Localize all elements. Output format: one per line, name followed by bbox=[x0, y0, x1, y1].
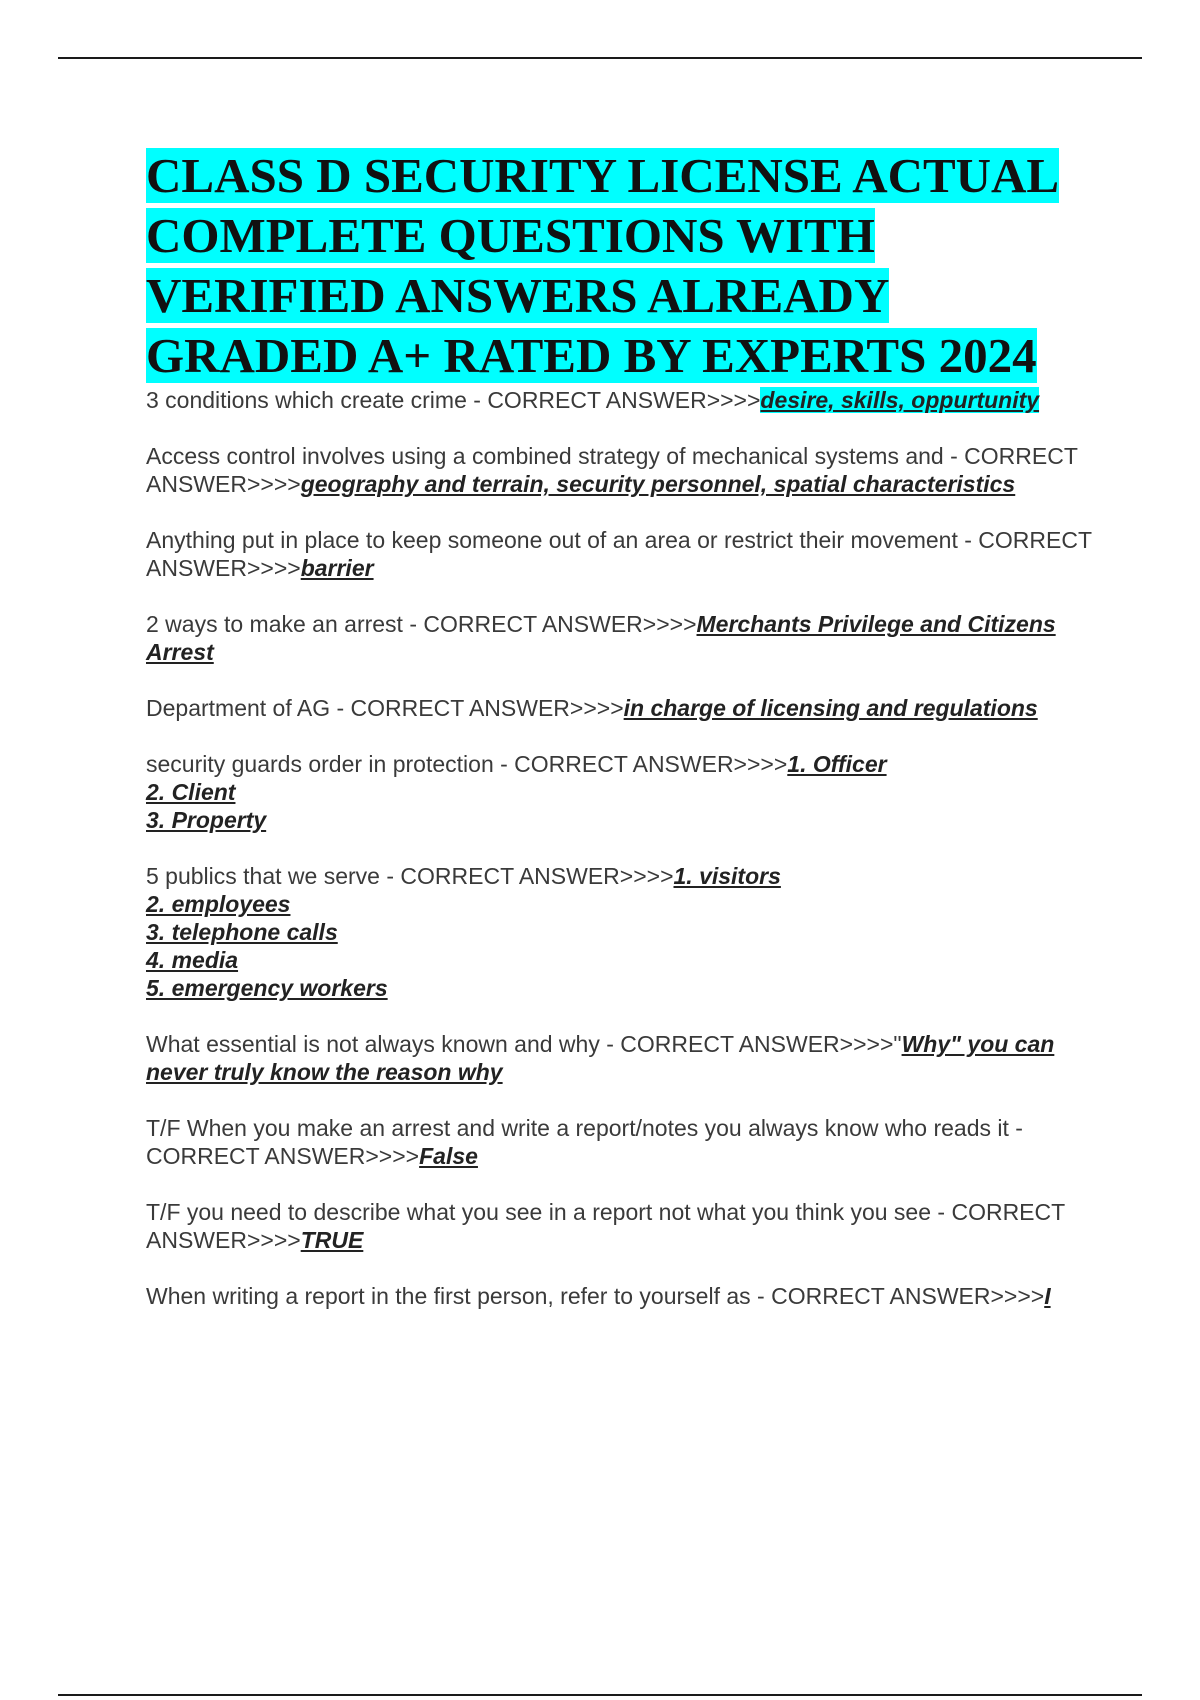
answer-text: desire, skills, oppurtunity bbox=[760, 387, 1040, 413]
question-text: Department of AG bbox=[146, 695, 331, 721]
answer-text: 3. telephone calls bbox=[146, 919, 338, 945]
answer-text: 5. emergency workers bbox=[146, 975, 388, 1001]
answer-text: I bbox=[1044, 1283, 1051, 1309]
answer-prefix: " bbox=[893, 1031, 902, 1057]
answer-marker: - CORRECT ANSWER>>>> bbox=[146, 443, 1078, 497]
qa-item bbox=[146, 750, 1096, 834]
answer-text: in charge of licensing and regulations bbox=[623, 695, 1038, 721]
qa-item bbox=[146, 386, 1096, 414]
title-highlight: CLASS D SECURITY LICENSE ACTUAL COMPLETE QUESTIONS WITH VERIFIED ANSWERS ALREADY GRADED A+ RATED BY EXPERTS 2024 bbox=[146, 148, 1060, 383]
question-text: When writing a report in the first person, refer to yourself as bbox=[146, 1283, 751, 1309]
answer-text: 4. media bbox=[146, 947, 239, 973]
answer-marker: - CORRECT ANSWER>>>> bbox=[330, 695, 624, 721]
answer-marker: - CORRECT ANSWER>>>> bbox=[146, 527, 1092, 581]
qa-item bbox=[146, 1114, 1096, 1170]
answer-text: Merchants Privilege and Citizens Arrest bbox=[146, 611, 1056, 665]
answer-marker: - CORRECT ANSWER>>>> bbox=[402, 611, 697, 637]
answer-text: TRUE bbox=[300, 1227, 364, 1253]
document-body bbox=[146, 146, 1096, 1310]
document-title bbox=[146, 146, 1096, 386]
qa-item bbox=[146, 610, 1096, 666]
qa-item bbox=[146, 1030, 1096, 1086]
answer-text: 1. visitors bbox=[673, 863, 781, 889]
answer-text: False bbox=[419, 1143, 478, 1169]
answer-text: barrier bbox=[300, 555, 374, 581]
qa-item bbox=[146, 526, 1096, 582]
top-rule bbox=[58, 57, 1142, 59]
question-text: 5 publics that we serve bbox=[146, 863, 380, 889]
answer-marker: - CORRECT ANSWER>>>> bbox=[493, 751, 788, 777]
question-text: T/F When you make an arrest and write a report/notes you always know who reads it bbox=[146, 1115, 1009, 1141]
bottom-rule bbox=[58, 1694, 1142, 1696]
answer-text: Why" you can never truly know the reason why bbox=[146, 1031, 1055, 1085]
answer-marker: - CORRECT ANSWER>>>> bbox=[750, 1283, 1045, 1309]
answer-marker: - CORRECT ANSWER>>>> bbox=[599, 1031, 894, 1057]
answer-marker: - CORRECT ANSWER>>>> bbox=[466, 387, 761, 413]
question-text: Access control involves using a combined strategy of mechanical systems and bbox=[146, 443, 944, 469]
answer-text: 3. Property bbox=[146, 807, 267, 833]
qa-item bbox=[146, 1282, 1096, 1310]
answer-marker: - CORRECT ANSWER>>>> bbox=[146, 1115, 1023, 1169]
question-text: 2 ways to make an arrest bbox=[146, 611, 403, 637]
answer-text: 1. Officer bbox=[787, 751, 887, 777]
answer-text: 2. Client bbox=[146, 779, 236, 805]
qa-item bbox=[146, 442, 1096, 498]
answer-marker: - CORRECT ANSWER>>>> bbox=[146, 1199, 1065, 1253]
question-text: T/F you need to describe what you see in a report not what you think you see bbox=[146, 1199, 932, 1225]
question-text: 3 conditions which create crime bbox=[146, 387, 467, 413]
answer-text: 2. employees bbox=[146, 891, 291, 917]
qa-item bbox=[146, 862, 1096, 1002]
question-text: What essential is not always known and why bbox=[146, 1031, 600, 1057]
answer-marker: - CORRECT ANSWER>>>> bbox=[379, 863, 674, 889]
qa-list bbox=[146, 386, 1096, 1310]
answer-text: geography and terrain, security personnel, spatial characteristics bbox=[300, 471, 1016, 497]
qa-item bbox=[146, 694, 1096, 722]
question-text: Anything put in place to keep someone out of an area or restrict their movement bbox=[146, 527, 958, 553]
qa-item bbox=[146, 1198, 1096, 1254]
question-text: security guards order in protection bbox=[146, 751, 494, 777]
